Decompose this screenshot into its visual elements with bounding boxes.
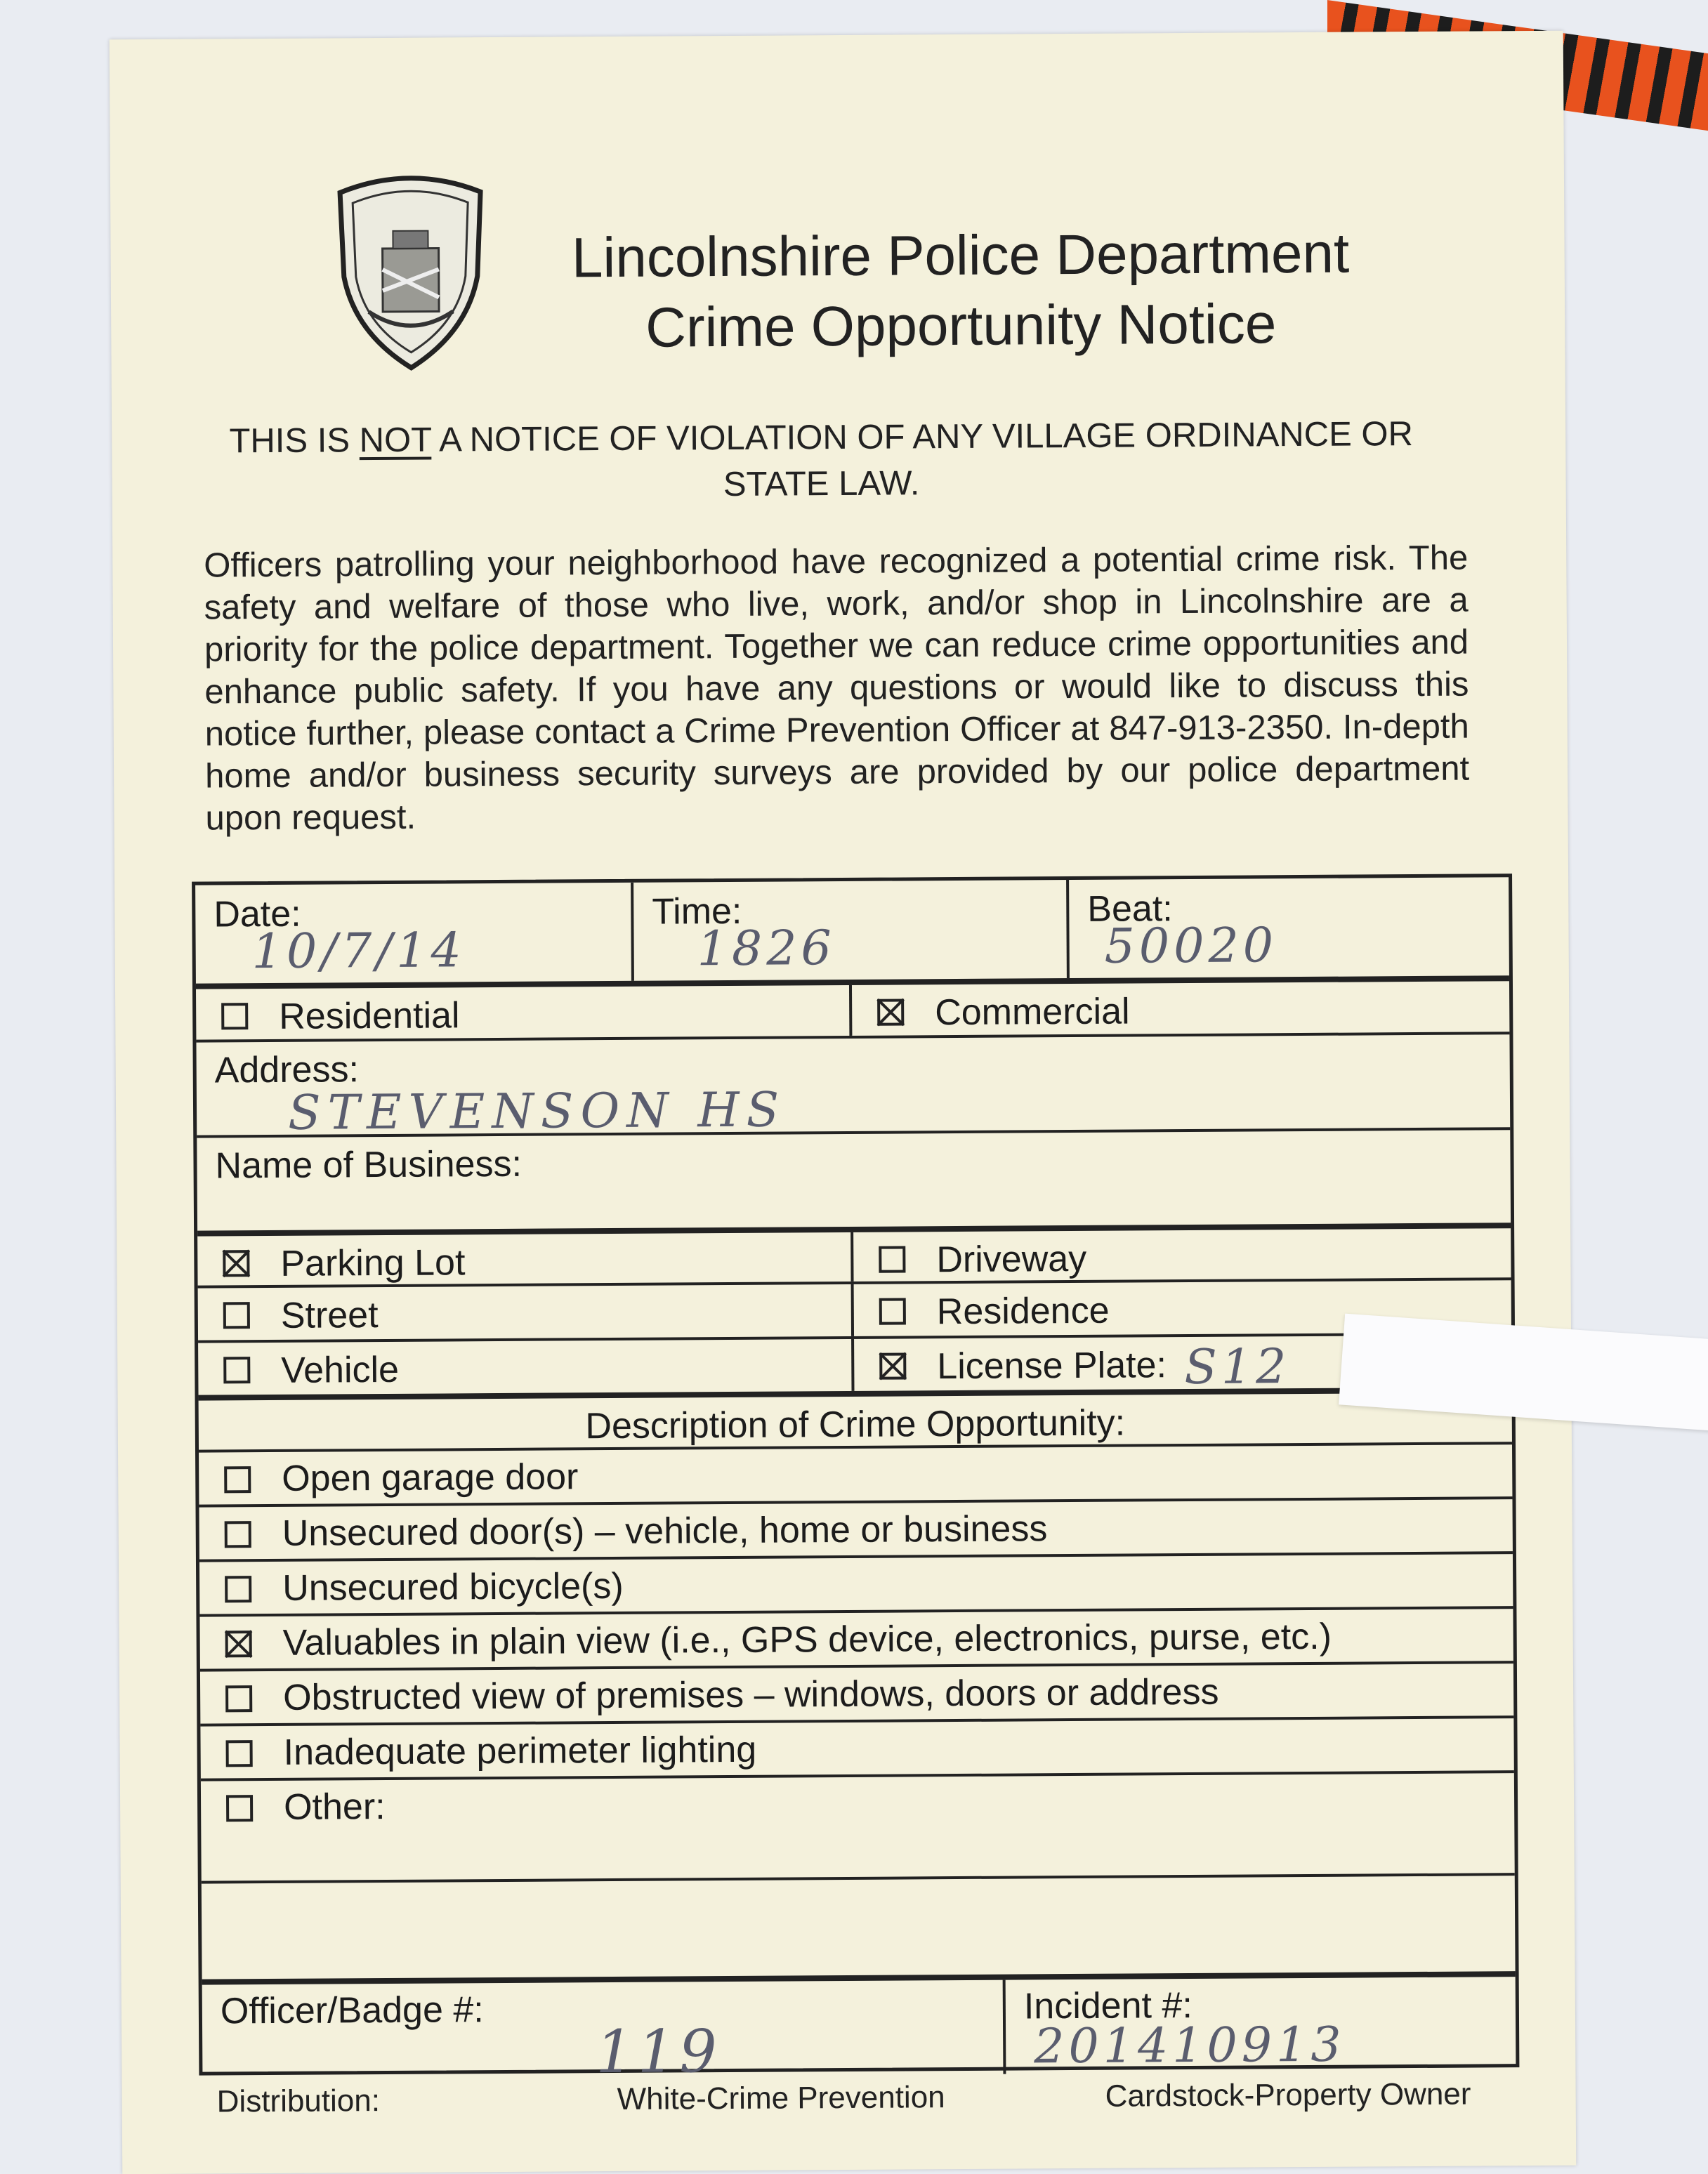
description-item-label: Other: [283,1786,386,1828]
commercial-label: Commercial [935,991,1130,1034]
street-checkbox[interactable] [223,1302,250,1329]
address-row [196,1032,1510,1141]
description-item [200,1715,1513,1778]
description-item-label: Inadequate perimeter lighting [283,1729,757,1773]
officer-label: Officer/Badge #: [220,1989,484,2032]
residence-label: Residence [936,1290,1110,1333]
beat-label: Beat: [1087,888,1173,930]
driveway-cell [850,1228,1511,1282]
time-value[interactable]: 1826 [697,921,836,977]
date-time-beat-row [195,877,1509,983]
business-label: Name of Business: [215,1143,523,1187]
date-value[interactable]: 10/7/14 [251,923,466,980]
title-block [532,218,1389,363]
description-item-label: Unsecured bicycle(s) [282,1565,624,1609]
notice-suffix: A NOTICE OF VIOLATION OF ANY VILLAGE ORDINANCE OR STATE LAW. [431,415,1414,504]
residence-checkbox[interactable] [879,1298,906,1324]
driveway-label: Driveway [936,1238,1087,1281]
license-plate-value[interactable]: S12 [1184,1339,1291,1396]
department-name: Lincolnshire Police Department [571,221,1350,289]
police-badge-icon [326,164,496,375]
date-cell [195,883,631,984]
form-title: Crime Opportunity Notice [645,292,1277,359]
residential-cell [196,985,849,1040]
obstructed-view-checkbox[interactable] [225,1685,252,1712]
description-item [199,1551,1513,1614]
description-item-label: Valuables in plain view (i.e., GPS device, electronics, purse, etc.) [282,1616,1332,1664]
distribution-cardstock: Cardstock-Property Owner [1105,2076,1471,2114]
other-checkbox[interactable] [226,1795,253,1821]
commercial-cell [849,981,1509,1036]
time-cell [631,880,1067,981]
officer-value[interactable]: 119 [595,2017,721,2087]
parking-lot-checkbox[interactable] [223,1250,249,1277]
location-row-1 [197,1223,1511,1285]
description-item-label: Unsecured door(s) – vehicle, home or business [282,1508,1048,1554]
officer-cell [202,1980,1004,2087]
valuables-checkbox[interactable] [225,1630,252,1657]
property-type-row [196,975,1509,1039]
unsecured-door-checkbox[interactable] [225,1521,251,1548]
parking-lot-label: Parking Lot [280,1242,466,1284]
commercial-checkbox[interactable] [877,999,904,1025]
address-value[interactable]: STEVENSON HS [287,1082,787,1141]
driveway-checkbox[interactable] [879,1246,905,1272]
officer-incident-row [202,1971,1516,2087]
street-cell [198,1284,851,1340]
location-row-2 [198,1277,1511,1340]
notice-form [192,874,1519,2087]
intro-paragraph: Officers patrolling your neighborhood have recognized a potential crime risk. The safety and welfare of those who live, work, and/or shop in Lincolnshire are a priority for the police department. Together we can reduce crime opportunities and enhance public safety. If you have any questions or would like to discuss this notice further, please contact a Crime Prevention Officer at 847-913-2350. In-depth home and/or business security surveys are provided by our police department upon request. [204,539,1470,838]
description-item-label: Open garage door [282,1456,579,1499]
vehicle-cell [198,1339,851,1395]
address-label: Address: [214,1049,360,1091]
time-label: Time: [652,890,742,933]
description-item [199,1606,1513,1668]
incident-label: Incident #: [1023,1984,1193,2027]
other-notes-row[interactable] [202,1873,1516,1979]
open-garage-checkbox[interactable] [224,1466,251,1493]
distribution-white: White-Crime Prevention [617,2080,945,2116]
description-item [201,1770,1515,1880]
incident-cell [1003,1977,1516,2074]
residential-checkbox[interactable] [221,1003,248,1029]
disclaimer-notice [189,411,1454,511]
license-plate-label: License Plate: [937,1345,1167,1388]
notice-card [110,31,1577,2174]
description-item [200,1661,1513,1723]
description-item [199,1442,1512,1504]
vehicle-label: Vehicle [281,1349,400,1391]
street-label: Street [280,1295,379,1336]
lighting-checkbox[interactable] [226,1740,253,1767]
distribution-label: Distribution: [216,2083,381,2119]
description-heading-row [199,1387,1512,1449]
vehicle-checkbox[interactable] [223,1357,250,1383]
parking-lot-cell [197,1232,850,1286]
description-heading: Description of Crime Opportunity: [585,1402,1126,1447]
notice-emphasis: NOT [359,421,432,460]
incident-value[interactable]: 201410913 [1033,2017,1346,2075]
date-label: Date: [214,893,301,935]
unsecured-bicycle-checkbox[interactable] [225,1576,251,1602]
beat-value[interactable]: 50020 [1104,918,1278,975]
location-row-3 [198,1332,1511,1395]
description-item-label: Obstructed view of premises – windows, doors or address [282,1671,1219,1718]
notice-prefix: THIS IS [229,421,360,461]
residential-label: Residential [279,995,460,1037]
description-item [199,1496,1512,1559]
business-row [197,1127,1511,1230]
beat-cell [1066,877,1509,978]
license-plate-checkbox[interactable] [879,1352,906,1379]
